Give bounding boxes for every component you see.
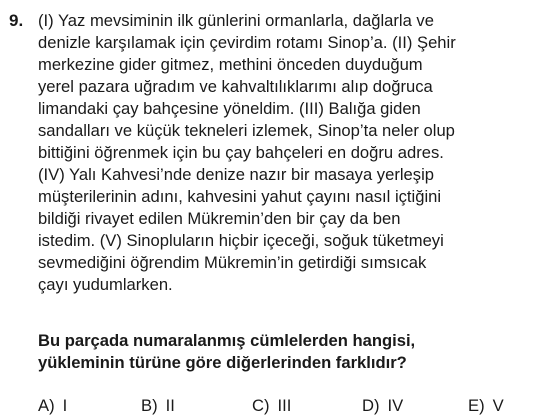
passage-line: sandalları ve küçük tekneleri izlemek, Sinop’ta neler olup [38,121,455,140]
passage-line: limandaki çay bahçesine yöneldim. (III) Balığa giden [38,99,421,118]
passage-line: çayı yudumlarken. [38,275,173,294]
option-letter: E) [468,396,485,415]
option-b[interactable] [141,395,175,417]
passage-line: bildiği rivayet edilen Mükremin’den bir çay da ben [38,209,401,228]
option-text: II [165,396,175,415]
option-letter: A) [38,396,55,415]
answer-options [38,395,544,417]
passage-text [38,10,544,296]
option-e[interactable] [468,395,504,417]
passage-line: (I) Yaz mevsiminin ilk günlerini ormanlarla, dağlarla ve [38,11,434,30]
option-letter: B) [141,396,158,415]
option-text: IV [387,396,404,415]
option-text: V [492,396,504,415]
option-letter: C) [252,396,270,415]
passage-line: merkezine gider gitmez, methini önceden duyduğum [38,55,423,74]
passage-line: istedim. (V) Sinopluların hiçbir içeceği, soğuk tüketmeyi [38,231,444,250]
passage-line: yerel pazara uğradım ve kahvaltılıklarımı alıp doğruca [38,77,433,96]
passage-line: müşterilerinin adını, kahvesini yahut çayını nasıl içtiğini [38,187,442,206]
option-letter: D) [362,396,380,415]
passage-line: bittiğini öğrenmek için bu çay bahçeleri en doğru adres. [38,143,444,162]
prompt-line: yükleminin türüne göre diğerlerinden farklıdır? [38,353,407,372]
passage-line: sevmediğini öğrendim Mükremin’in getirdiği sımsıcak [38,253,427,272]
option-a[interactable] [38,395,67,417]
option-text: III [277,396,292,415]
question-number: 9. [9,11,24,30]
passage-line: (IV) Yalı Kahvesi’nde denize nazır bir masaya yerleşip [38,165,434,184]
option-text: I [62,396,68,415]
passage-line: denizle karşılamak için çevirdim rotamı Sinop’a. (II) Şehir [38,33,456,52]
option-d[interactable] [362,395,403,417]
question-prompt [38,330,544,374]
prompt-line: Bu parçada numaralanmış cümlelerden hangisi, [38,331,416,350]
option-c[interactable] [252,395,291,417]
